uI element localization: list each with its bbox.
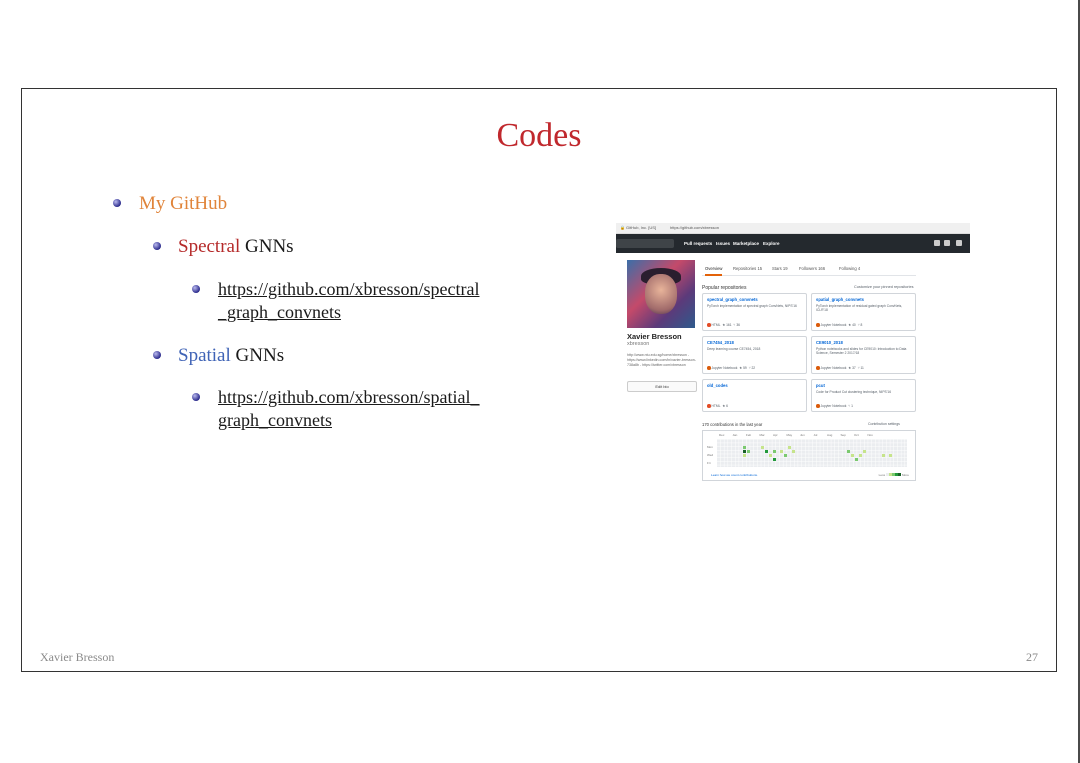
language-dot-icon <box>816 366 820 370</box>
spectral-label: Spectral <box>178 236 241 257</box>
tab-overview: Overview <box>705 266 722 276</box>
repo-name: spectral_graph_convnets <box>707 297 758 302</box>
footer-author: Xavier Bresson <box>40 650 115 664</box>
month-label: Sep <box>840 433 846 437</box>
edit-bio-button: Edit bio <box>627 381 697 392</box>
repo-name: old_codes <box>707 383 728 388</box>
profile-name: Xavier Bresson <box>627 332 682 341</box>
repo-card <box>811 379 916 412</box>
profile-bio: http://www.ntu.edu.sg/home/xbresson - https://www.linkedin.com/in/xavier-bresson-738a8b - https://twitter.com/xbresson <box>627 353 696 367</box>
tab-repositories: Repositories 15 <box>733 266 763 271</box>
language-dot-icon <box>816 323 820 327</box>
spectral-gnns-item <box>178 236 294 258</box>
slide <box>21 88 1057 672</box>
spectral-repo-link[interactable] <box>218 278 479 324</box>
day-label: Wed <box>707 453 714 457</box>
repo-name: CE9010_2018 <box>816 340 843 345</box>
language-dot-icon <box>707 366 711 370</box>
legend-more: More <box>901 473 909 477</box>
repo-name: pcut <box>816 383 825 388</box>
month-label: Jul <box>813 433 818 437</box>
repo-meta: Jupyter Notebook ★ 40 ⑂ 8 <box>816 323 862 327</box>
repo-card <box>702 379 807 412</box>
repo-forks: 8 <box>860 323 863 327</box>
repo-forks: 1 <box>851 404 853 408</box>
repo-meta: HTML ★ 6 <box>707 404 728 408</box>
repo-meta: Jupyter Notebook ⑂ 1 <box>816 404 853 408</box>
repo-stars: 40 <box>852 323 856 327</box>
tab-stars: Stars 19 <box>772 266 788 271</box>
contributions-title: 170 contributions in the last year <box>702 422 763 427</box>
repo-meta: HTML ★ 161 ⑂ 36 <box>707 323 740 327</box>
learn-contributions-link: Learn how we count contributions. <box>711 473 758 477</box>
popular-repositories-title: Popular repositories <box>702 285 747 291</box>
user-menu-icon <box>956 240 962 246</box>
repo-card <box>811 336 916 374</box>
repo-description: PyTorch implementation of residual gated graph ConvNets, ICLR'18 <box>816 304 903 313</box>
bullet-icon <box>192 285 200 293</box>
legend-less: Less <box>878 473 886 477</box>
repo-meta: Jupyter Notebook ★ 59 ⑂ 22 <box>707 366 755 370</box>
month-label: May <box>786 433 793 437</box>
repo-language: Jupyter Notebook <box>820 366 847 370</box>
profile-avatar <box>627 260 695 328</box>
url-text: https://github.com/xbresson <box>670 225 719 230</box>
spatial-gnns-item <box>178 345 284 367</box>
month-label: Apr <box>773 433 778 437</box>
repo-language: HTML <box>711 323 721 327</box>
spatial-url-line1: https://github.com/xbresson/spatial_ <box>218 387 480 407</box>
month-label: Dec <box>719 433 725 437</box>
bullet-icon <box>153 351 161 359</box>
repo-description: Code for Product Cut clustering technique, NIPS'16 <box>816 390 892 394</box>
spatial-gnns-text: GNNs <box>230 345 285 366</box>
spatial-repo-link[interactable] <box>218 386 479 432</box>
repo-stars: 37 <box>852 366 856 370</box>
language-dot-icon <box>816 404 820 408</box>
repo-forks: 36 <box>736 323 740 327</box>
search-input[interactable] <box>616 239 674 248</box>
github-navbar <box>616 234 970 253</box>
repo-description: Python notebooks and slides for CE9010: Introduction to Data Science, Semester 2 2017/18 <box>816 347 907 356</box>
bullet-icon <box>153 242 161 250</box>
repo-meta: Jupyter Notebook ★ 37 ⑂ 11 <box>816 366 864 370</box>
day-labels <box>707 443 713 467</box>
bullet-icon <box>192 393 200 401</box>
spatial-url-line2: graph_convnets <box>218 410 332 430</box>
month-label: Aug <box>827 433 833 437</box>
tab-following: Following 4 <box>839 266 861 271</box>
day-label: Fri <box>707 461 711 465</box>
browser-address-bar <box>616 223 970 234</box>
spectral-gnns-text: GNNs <box>240 236 294 257</box>
github-profile-screenshot <box>616 223 970 481</box>
profile-tabs <box>702 263 916 276</box>
contribution-legend <box>879 473 909 477</box>
language-dot-icon <box>707 404 711 408</box>
month-labels <box>719 433 881 437</box>
github-heading: My GitHub <box>139 193 228 214</box>
nav-explore: Explore <box>763 241 780 246</box>
slide-title: Codes <box>496 117 582 154</box>
repo-language: Jupyter Notebook <box>820 404 847 408</box>
spectral-url-line1: https://github.com/xbresson/spectral <box>218 279 480 299</box>
bell-icon <box>934 240 940 246</box>
lock-icon: 🔒 <box>620 225 625 230</box>
repo-description: PyTorch implementation of spectral graph ConvNets, NIPS'16 <box>707 304 797 308</box>
repo-card <box>702 336 807 374</box>
month-label: Jun <box>800 433 805 437</box>
page-number: 27 <box>1026 650 1038 664</box>
repo-language: Jupyter Notebook <box>820 323 847 327</box>
repo-card <box>811 293 916 331</box>
repo-language: HTML <box>711 404 721 408</box>
day-label: Mon <box>707 445 713 449</box>
bullet-icon <box>113 199 121 207</box>
repo-forks: 22 <box>751 366 756 370</box>
month-label: Feb <box>746 433 752 437</box>
repo-stars: 59 <box>743 366 747 370</box>
contribution-settings: Contribution settings <box>868 422 900 426</box>
repo-language: Jupyter Notebook <box>711 366 738 370</box>
nav-issues: Issues <box>716 241 731 246</box>
spectral-url-line2: _graph_convnets <box>218 302 341 322</box>
repo-description: Deep learning course CE7454, 2018 <box>707 347 761 351</box>
tab-title: GitHub, Inc. [US] <box>626 225 657 230</box>
repo-name: CE7454_2018 <box>707 340 734 345</box>
repo-forks: 11 <box>860 366 864 370</box>
contribution-calendar <box>702 430 916 481</box>
plus-icon <box>944 240 950 246</box>
month-label: Oct <box>854 433 859 437</box>
repo-stars: 6 <box>726 404 728 408</box>
nav-pull-requests: Pull requests <box>684 241 713 246</box>
customize-pins-link: Customize your pinned repositories <box>854 285 914 289</box>
month-label: Nov <box>867 433 873 437</box>
nav-marketplace: Marketplace <box>733 241 760 246</box>
spatial-label: Spatial <box>178 345 231 366</box>
language-dot-icon <box>707 323 711 327</box>
contribution-grid <box>717 439 907 467</box>
repo-stars: 161 <box>726 323 732 327</box>
repo-name: spatial_graph_convnets <box>816 297 864 302</box>
month-label: Jan <box>732 433 738 437</box>
repo-card <box>702 293 807 331</box>
profile-username: xbresson <box>627 341 650 347</box>
tab-followers: Followers 166 <box>799 266 826 271</box>
month-label: Mar <box>759 433 765 437</box>
